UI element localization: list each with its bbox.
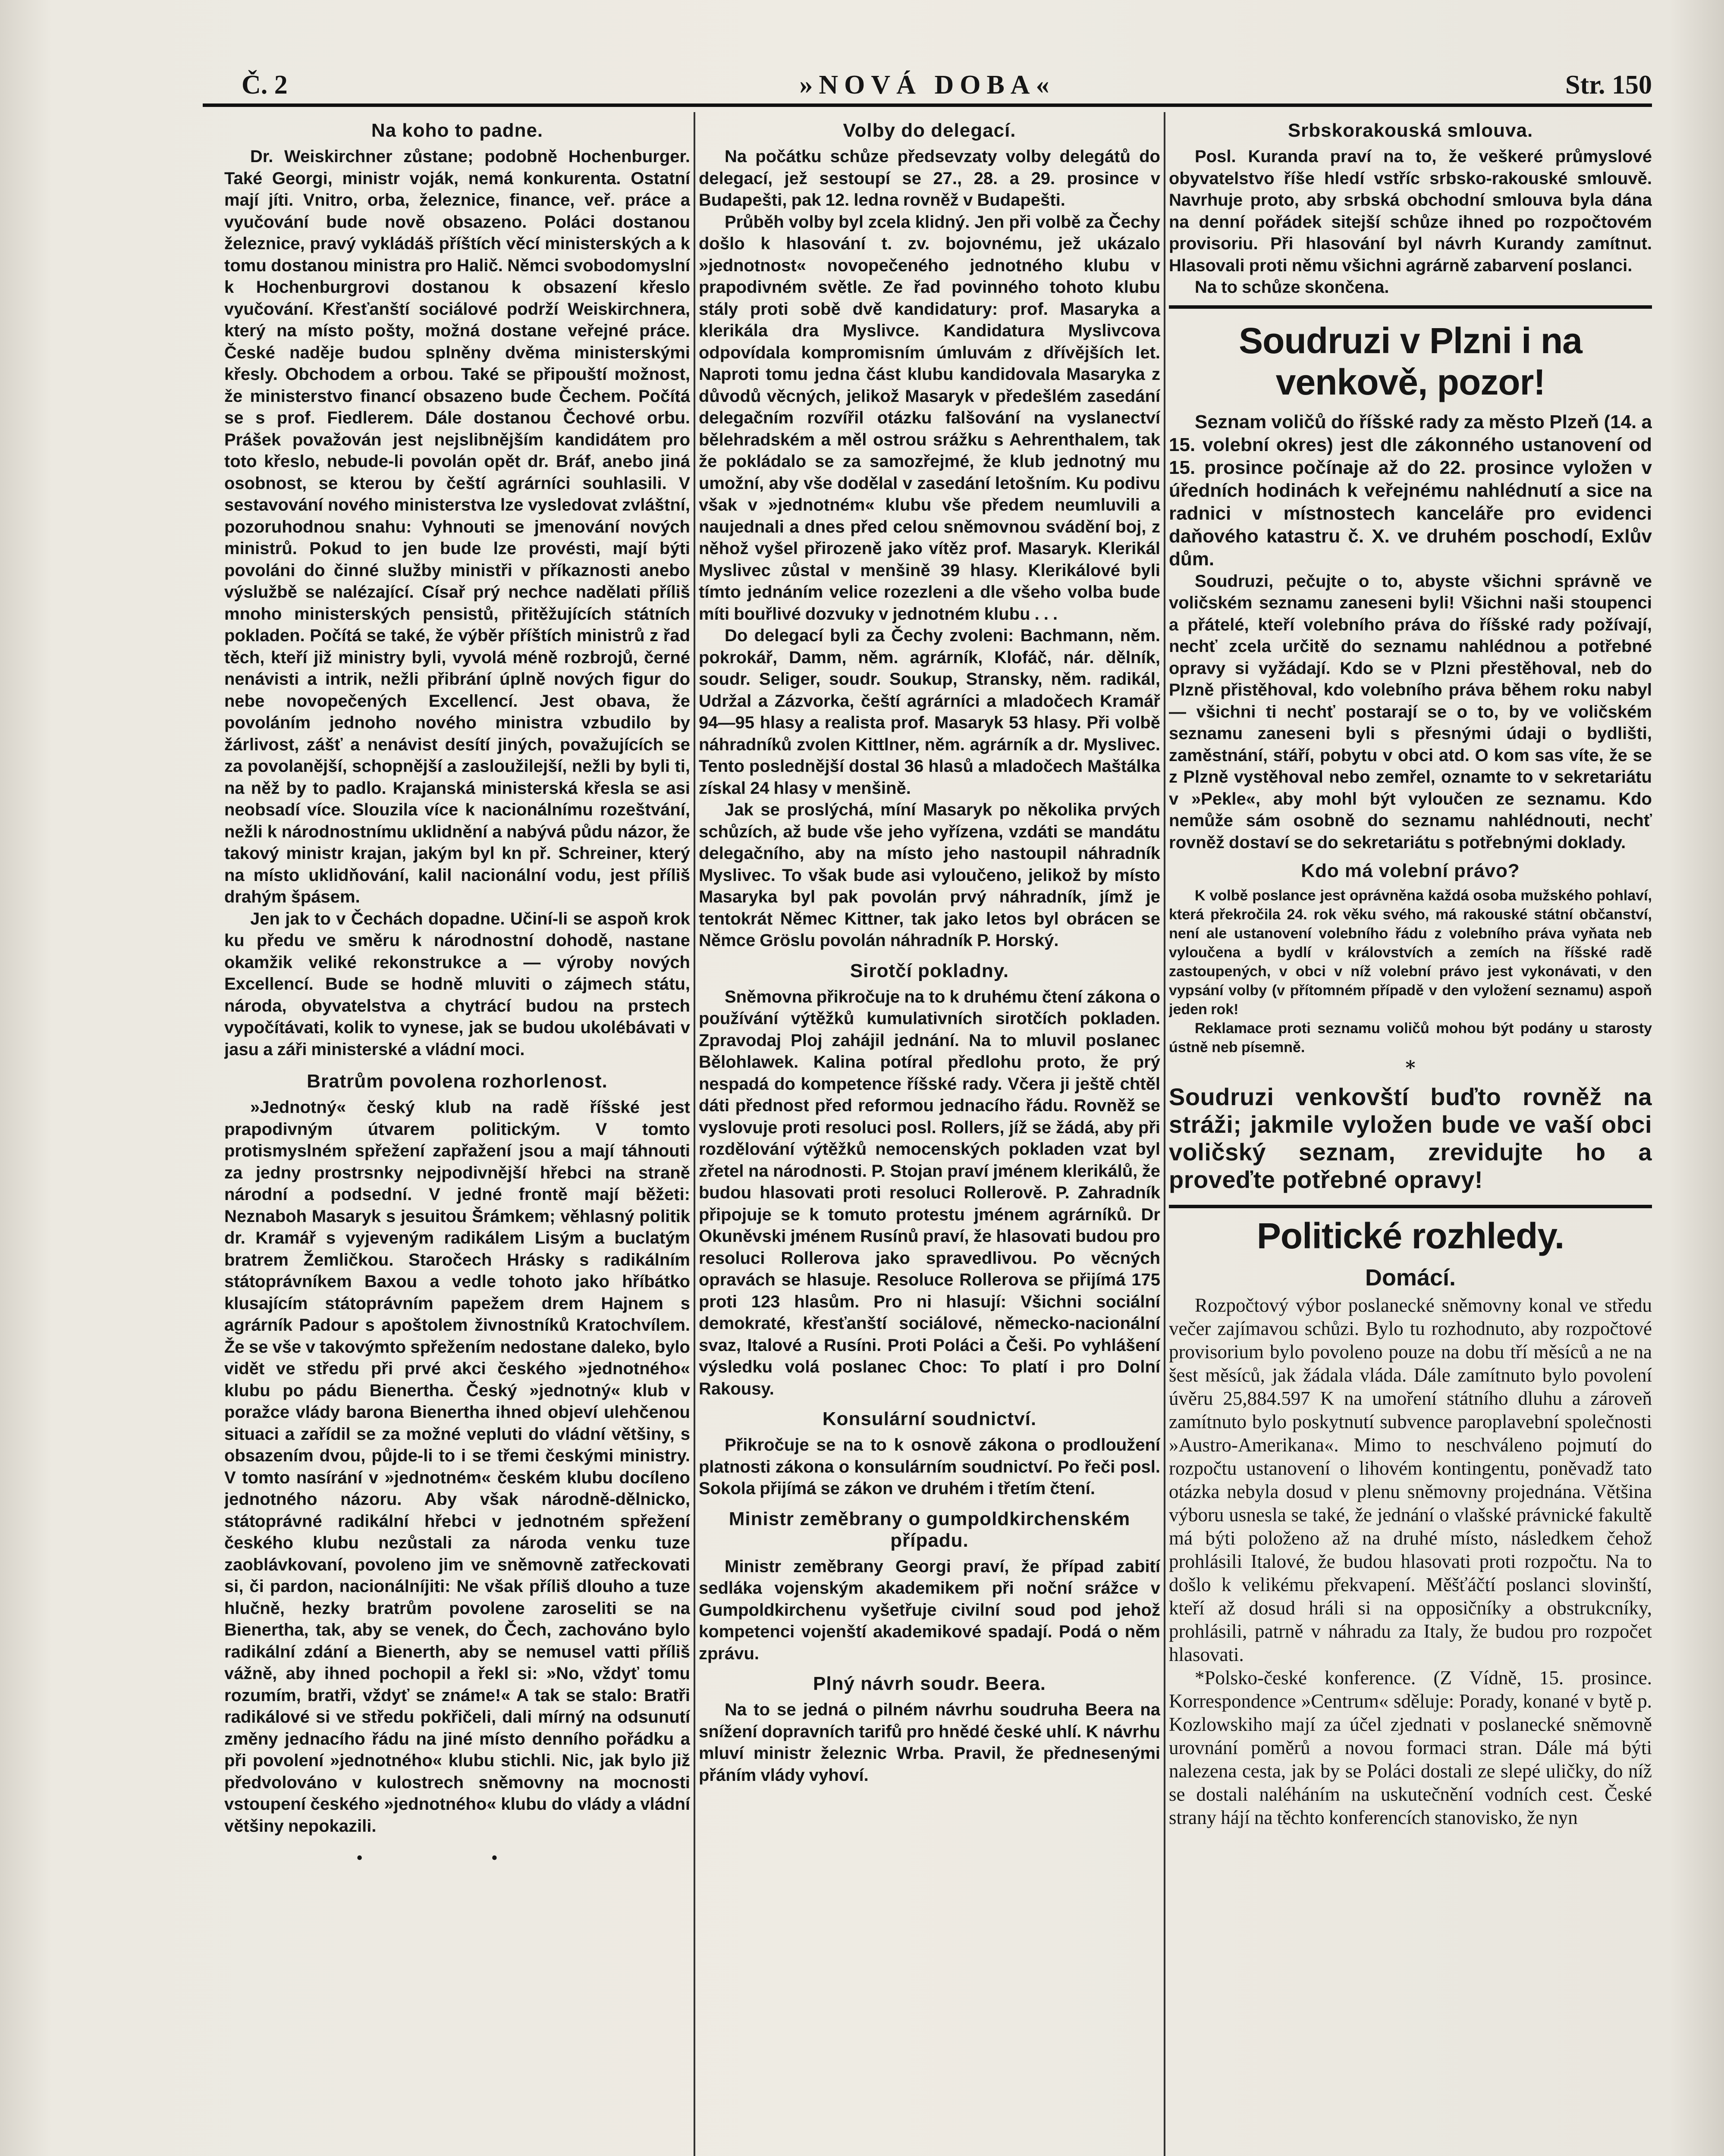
column-1 xyxy=(224,116,690,2156)
paragraph: Seznam voličů do říšské rady za město Plzeň (14. a 15. volební okres) jest dle zákonného ustanovení od 15. prosince počínaje až do 22. prosince vyložen v úředních hodinách k veřejnému nahlédnutí a sice na radnici v místnostech kanceláře pro evidenci daňového katastru č. X. ve druhém poschodí, Exlův dům. xyxy=(1169,411,1652,570)
headline-politicke: Politické rozhledy. xyxy=(1256,1216,1564,1256)
column-divider xyxy=(1164,112,1165,2156)
paragraph: Přikročuje se na to k osnově zákona o prodloužení platnosti zákona o konsulárním soudnictví. Po řeči posl. Sokola přijímá se zákon ve druhém i třetím čtení. xyxy=(699,1435,1160,1498)
paragraph: Ministr zeměbrany Georgi praví, že případ zabití sedláka vojenským akademikem při noční srážce v Gumpoldkirchenu vyšetřuje civilní soud pod jehož kompetenci vojenští akademikové spadají. Podá o něm zprávu. xyxy=(699,1557,1160,1663)
paragraph: Dr. Weiskirchner zůstane; podobně Hochenburger. Také Georgi, ministr voják, nemá konkurenta. Ostatní mají jíti. Vnitro, orba, železnice, finance, veř. práce a vyučování bude nově obsazeno. Poláci dostanou železnice, pravý vykládáš příštích věcí ministerských a k tomu dostanou ministra pro Halič. Němci svobodomyslní k Hochenburgrovi dostanou k obsazení křeslo vyučování. Křesťanští sociálové podrží Weiskirchnera, který na místo pošty, možná dostane veřejné práce. České naděje budou splněny dvěma ministerskými křesly. Obchodem a orbou. Také se připouští možnost, že ministerstvo financí obsazeno bude Čechem. Počítá se s prof. Fiedlerem. Dále dostanou Čechové orbu. Prášek považován jest nejslibnějším kandidátem pro toto křeslo, nebude-li povolán opět dr. Bráf, anebo jiná osobnost, se kterou by čeští agrárníci souhlasili. V sestavování nového ministerstva lze vysledovat zvláštní, pozoruhodnou snahu: Vyhnouti se jmenování nových ministrů. Pokud to jen bude lze provésti, mají býti povoláni do činné služby ministři v příkaznosti anebo výslužbě se nalézající. Císař prý nechce nadělati příliš mnoho ministerských pensistů, přitěžujících státních pokladen. Počítá se také, že výběr příštích ministrů z řad těch, kteří již ministry byli, vyvolá méně rozbrojů, černé nenávisti a intrik, nežli přibrání úplně nových figur do nebe novopečených Excellencí. Jest obava, že povoláním jednoho nového ministra vzbudilo by žárlivost, zášť a nenávist desítí jiných, považujících se za povolanější, schopnější a zasloužilejší, nežli by byli ti, na něž by to padlo. Krajanská ministerská křesla se asi neobsadí více. Slouzila více k nacionálnímu rozeštvání, nežli k národnostnímu uklidnění a nabývá půdu názor, že takový ministr krajan, jakým byl kn př. Schreiner, který na místo uklidňování, kalil nacionální vodu, jest příliš drahým špásem. xyxy=(224,147,690,906)
page-number: Str. 150 xyxy=(1565,70,1652,100)
headline-volby: Volby do delegací. xyxy=(843,120,1016,141)
issue-number: Č. 2 xyxy=(242,70,288,100)
paragraph: Na to schůze skončena. xyxy=(1195,278,1389,297)
paragraph: Rozpočtový výbor poslanecké sněmovny konal ve středu večer zajímavou schůzi. Bylo tu rozhodnuto, aby rozpočtové provisorium bylo povoleno pouze na dobu tří měsíců a ne na šest měsíců, jak žádala vláda. Dále zamítnuto bylo povolení úvěru 25,884.597 K na umoření státního dluhu a zároveň zamítnuto bylo poskytnutí subvence paroplavební společnosti »Austro-Amerikana«. Mimo to neschváleno pojmutí do rozpočtu ustanovení o lihovém kontingentu, poněvadž tato otázka nebyla dosud v plenu sněmovny projednána. Většina výboru usnesla se také, že jednání o vlašské právnické fakultě má býti položeno až na druhé místo, následkem čehož prohlásili Italové, že budou hlasovati proti rozpočtu. Na to došlo k velikému překvapení. Měšťáčtí poslanci slovinští, kteří až dosud hráli si na opposičníky a obstrukcníky, prohlásili, patrně v náhradu za Italy, že budou pro rozpočet hlasovati. xyxy=(1169,1294,1652,1665)
headline-srbsko: Srbskorakouská smlouva. xyxy=(1288,120,1533,141)
newspaper-page xyxy=(203,65,1652,2156)
newspaper-title: »NOVÁ DOBA« xyxy=(799,70,1055,100)
column-divider xyxy=(694,112,695,2156)
paragraph: »Jednotný« český klub na radě říšské jest prapodivným útvarem politickým. V tomto protismyslném spřežení zapřažení jsou a mají táhnouti za jedny prostrsnky nejpodivnější hřebci na straně národní a podsední. V jedné frontě mají běžeti: Neznaboh Masaryk s jesuitou Šrámkem; věhlasný politik dr. Kramář s vyjeveným radikálem Lisým a buclatým bratrem Žemličkou. Staročech Hrásky s radikálním státoprávníkem Baxou a vedle tohoto jako hříbátko klusajícím státoprávním papežem drem Hajnem s agrárník Padour s apoštolem živnostníků Kratochvílem. Že se vše v takovýmto spřežením nedostane daleko, bylo vidět ve středu při prvé akci českého »jednotného« klubu po pádu Bienertha. Český »jednotný« klub v poražce vlády barona Bienertha ihned objeví ulehčenou situaci a zařídil se za možné vepluti do vládní většiny, s obsazením dvou, půjde-li to i se třemi českými ministry. V tomto nasírání v »jednotném« českém klubu docíleno jednotného názoru. Aby však národně-dělnicko, státoprávné radikální hřebci v jednotném spřežení českého klubu nezůstali za národa venku tuze zaoblávkovaní, povoleno jim ve sněmovně zatřeckovati si, či pardon, nacionálníjiti: Ne však příliš dlouho a tuze hlučně, hezky bratrům povolene zaroseliti se na Bienertha, tak, aby se venek, do Čech, zachováno bylo radikální zdání a Bienerth, aby se nemusel vatti příliš vážně, aby ihned pochopil a řekl si: »No, vždyť tomu rozumím, bratři, vždyť se známe!« A tak se stalo: Bratři radikálové si ve středu pokřičeli, dali mírný na odsunutí změny jednacího řádu na jiné místo denního pořádku a při povolení »jednotného« klubu stichli. Nic, jak bylo již předvolováno v kulostrech sněmovny na mocnosti vstoupení českého »jednotného« klubu do vlády a vládní většiny nepokazili. xyxy=(224,1098,690,1836)
rural-notice: Soudruzi venkovští buďto rovněž na stráži; jakmile vyložen bude ve vaší obci voličský seznam, zrevidujte ho a proveďte potřebné opravy! xyxy=(1169,1083,1652,1193)
paragraph: Reklamace proti seznamu voličů mohou být podány u starosty ústně neb písemně. xyxy=(1169,1020,1652,1056)
subhead-domaci: Domácí. xyxy=(1365,1265,1456,1291)
masthead xyxy=(203,65,1652,107)
headline-soudruzi: Soudruzi v Plzni i na venkově, pozor! xyxy=(1239,320,1582,402)
paragraph: Na to se jedná o pilném návrhu soudruha Beera na snížení dopravních tarifů pro hnědé české uhlí. K návrhu mluví ministr železnic Wrba. Pravil, že přednesenými přáním vlády vyhoví. xyxy=(699,1700,1160,1785)
paragraph: Jen jak to v Čechách dopadne. Učiní-li se aspoň krok ku předu ve směru k národnostní dohodě, nastane okamžik veliké rekonstrukce a — výroby nových Excellencí. Bude se hodně mluviti o zájmech státu, národa, obyvatelstva a chytrácí budou na prstech vypočítávati, kolik to vynese, jak se budou ukolébávati v jasu a záři ministerské a vládní moci. xyxy=(224,909,690,1059)
decorative-dots: • • xyxy=(355,1850,559,1868)
headline-na-koho: Na koho to padne. xyxy=(371,120,543,141)
paragraph: *Polsko-české konference. (Z Vídně, 15. prosince. Korrespondence »Centrum« sděluje: Porady, konané v bytě p. Kozlowskiho mají za účel zjednati v poslanecké sněmovně urovnání poměrů a novou formaci stran. Dále má býti nalezena cesta, jak by se Poláci dostali ze slepé uličky, do níž se dostali naléháním na uskutečnění vodních cest. České strany hájí na těchto konferencích stanovisko, že nyn xyxy=(1169,1667,1652,1828)
voter-list-notice-box xyxy=(1169,305,1652,1209)
paragraph: Posl. Kuranda praví na to, že veškeré průmyslové obyvatelstvo říše hledí vstříc srbsko-rakouské smlouvě. Navrhuje proto, aby srbská obchodní smlouva byla dána na denní pořádek sitejší schůze ihned po rozpočtovém provisoriu. Při hlasování byl návrh Kurandy zamítnut. Hlasovali proti němu všichni agrárně zabarvení poslanci. xyxy=(1169,147,1652,275)
paragraph: Na počátku schůze předsevzaty volby delegátů do delegací, jež sestoupí se 27., 28. a 29. prosince v Budapešti, pak 12. ledna rovněž v Budapešti. xyxy=(699,147,1160,210)
paragraph: Do delegací byli za Čechy zvoleni: Bachmann, něm. pokrokář, Damm, něm. agrárník, Klofáč, nár. dělník, soudr. Seliger, soudr. Soukup, Stransky, něm. radikál, Udržal a Zázvorka, čeští agrárníci a mladočech Kramář 94—95 hlasy a realista prof. Masaryk 53 hlasy. Při volbě náhradníků zvolen Kittlner, něm. agrárník a dr. Myslivec. Tento poslednější dostal 36 hlasů a mladočech Maštálka získal 24 hlasy v menšině. xyxy=(699,626,1160,798)
asterisk-separator: * xyxy=(1405,1057,1416,1079)
paragraph: Jak se proslýchá, míní Masaryk po několika prvých schůzích, až bude vše jeho vyřízena, vzdáti se mandátu delegačního, aby na místo jeho nastoupil náhradník Myslivec. To však bude asi vyloučeno, jelikož by místo Masaryka byl pak povolán prvý náhradník, jímž je tentokrát Němec Kittner, tak jako letos byl obrácen se Němce Gröslu povolán náhradník P. Horský. xyxy=(699,800,1160,950)
headline-konzul: Konsulární soudnictví. xyxy=(822,1408,1037,1429)
paragraph: Soudruzi, pečujte o to, abyste všichni správně ve voličském seznamu zaneseni byli! Všichni naši stoupenci a přátelé, kteří volebního práva do říšské rady požívají, nechť zcela určitě do seznamu nahlédnou a potřebné opravy si vyžádají. Kdo se v Plzni přestěhoval, neb do Plzně přistěhoval, kdo volebního práva během roku nabyl — všichni ti nechť postarají se o to, by ve voličském seznamu zaneseni byli s přesnými údaji o bydlišti, zaměstnání, stáří, pobytu v obci atd. O kom sas víte, že se z Plzně vystěhoval nebo zemřel, oznamte to v sekretariátu v »Pekle«, aby mohl být vyloučen ze seznamu. Kdo nemůže sám osobně do seznamu nahlédnouti, nechť rovněž dostaví se do sekretariátu s potřebnými doklady. xyxy=(1169,571,1652,852)
headline-bratrum: Bratrům povolena rozhorlenost. xyxy=(307,1071,608,1092)
headline-ministr: Ministr zeměbrany o gumpoldkirchenském případu. xyxy=(729,1508,1130,1551)
paragraph: Sněmovna přikročuje na to k druhému čtení zákona o používání výtěžků kumulativních sirotčích pokladen. Zpravodaj Ploj zahájil jednání. Na to mluvil poslanec Bělohlawek. Kalina potíral předlohu proto, že prý nespadá do kompetence říšské rady. Včera ji ještě chtěl dáti přednost před reformou jednacího řádu. Rovněž se vyslovuje proti resoluci posl. Rollers, jíž se žádá, aby při rozdělování výtěžků nemocenských pokladen vzat byl zřetel na národnosti. P. Stojan praví jménem klerikálů, že budou hlasovati proti resoluci Rollerově. P. Zahradník připojuje se k tomuto protestu jménem agrárníků. Dr Okuněvski jménem Rusínů praví, že hlasovati budou pro resoluci Rollerova jako spravedlivou. Po věcných opravách se hlasuje. Resoluce Rollerova se přijímá 175 proti 123 hlasům. Pro ni hlasují: Všichni sociální demokraté, křesťanští sociálové, německo-nacionální svaz, Italové a Rusíni. Proti Poláci a Češi. Po vyhlášení výsledku volá poslanec Choc: To platí i pro Dolní Rakousy. xyxy=(699,987,1160,1398)
paragraph: Průběh volby byl zcela klidný. Jen při volbě za Čechy došlo k hlasování t. zv. bojovnému, jež ukázalo »jednotnost« novopečeného jednotného klubu v prapodivném světle. Ze řad povinného tohoto klubu stály proti sobě dvě kandidatury: prof. Masaryka a klerikála dra Myslivce. Kandidatura Myslivcova odpovídala kompromisním úmluvám z dřívějších let. Naproti tomu jedna část klubu kandidovala Masaryka z důvodů věcných, jelikož Masaryk v předešlém zasedání delegačním rozvířil otázku falšování na vyslanectví bělehradském a měl ostrou srážku s Aehrenthalem, tak že pokládalo se za samozřejmé, že klub jednotný mu umožní, aby vše dodělal v zasedání letošním. Ku podivu však v »jednotném« klubu vše předem neumluvili a naujednali a dnes před celou sněmovnou svádění boj, z něhož vyšel přirozeně jako vítěz prof. Masaryk. Klerikál Myslivec zůstal v menšině 39 hlasy. Klerikálové byli tímto jednáním velice rozezleni a dle všeho volba bude míti bouřlivé dozvuky v jednotném klubu . . . xyxy=(699,212,1160,624)
headline-kdo-ma: Kdo má volební právo? xyxy=(1301,860,1520,881)
column-2 xyxy=(699,116,1160,2156)
column-3 xyxy=(1169,116,1652,2156)
headline-sirotci: Sirotčí pokladny. xyxy=(850,960,1009,981)
paragraph: K volbě poslance jest oprávněna každá osoba mužského pohlaví, která překročila 24. rok věku svého, má rakouské státní občanství, není ale ustanovení volebního řádu z volebního práva vyňata neb vyloučena a bydlí v královstvích a zemích na říšské radě zastoupených, v obci v níž volební právo jest vykonávati, v den vypsání volby (v přítomném případě v den vyložení seznamu) aspoň jeden rok! xyxy=(1169,887,1652,1018)
headline-beer: Plný návrh soudr. Beera. xyxy=(813,1673,1046,1694)
